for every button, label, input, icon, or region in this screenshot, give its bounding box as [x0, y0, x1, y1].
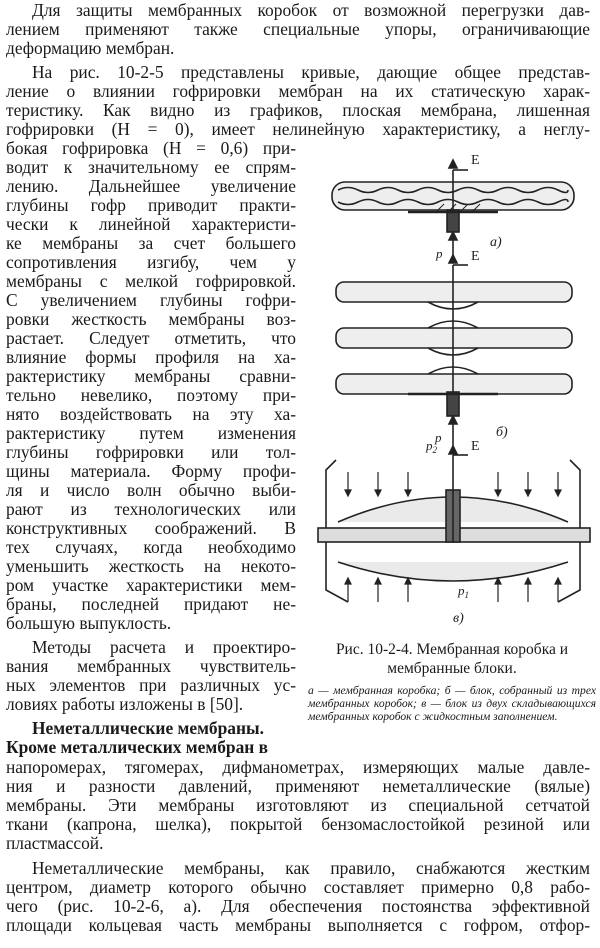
- text-line: вания мембранных чувствитель-: [6, 656, 296, 676]
- text-line: бокая гофрировка (H = 0,6) при-: [6, 138, 296, 158]
- text-line: чески к линейной характеристи-: [6, 214, 296, 234]
- text-line: теристику. Как видно из графиков, плоская мембрана, лишенная: [6, 100, 590, 120]
- text-line: ровки жесткость мембраны воз-: [6, 309, 296, 329]
- text-line: деформацию мембран.: [6, 38, 175, 58]
- text-line: Методы расчета и проектиро-: [32, 637, 296, 657]
- figure-b-membrane-block: [336, 255, 572, 446]
- text-line: ля и число волн обычно выби-: [6, 480, 296, 500]
- figure-caption-legend: а — мембранная коробка; б — блок, собранный из трех мембранных коробок; в — блок из двух складывающихся мембранных коробок с жидкостным заполнением.: [308, 684, 596, 723]
- text-line: конструктивных соображений. В: [6, 518, 296, 538]
- figure-v-liquid-filled-block: [318, 446, 590, 602]
- label-a: а): [490, 235, 502, 250]
- text-line: ткани (капрона, шелка), покрытой бензомаслостойкой резиной или: [6, 814, 590, 834]
- membrane-figure: [308, 150, 600, 630]
- text-line: лению. Дальнейшее увеличение: [6, 176, 296, 196]
- text-line: уменьшить жесткость на некото-: [6, 556, 296, 576]
- text-line: Кроме металлических мембран в: [6, 737, 269, 757]
- text-line: Неметаллические мембраны.: [32, 718, 264, 738]
- figure-a-membrane-box: [332, 160, 574, 260]
- text-line: напоромерах, тягомерах, дифманометрах, измеряющих малые давле-: [6, 757, 590, 777]
- text-line: нято воздействовать на эту ха-: [6, 404, 296, 424]
- text-line: глубины гофрировки или тол-: [6, 442, 296, 462]
- label-p1-v: $p_1$: [458, 583, 469, 600]
- text-line: водит к значительному ее спрям-: [6, 157, 296, 177]
- text-line: центром, диаметр которого обычно составляет примерно 0,8 рабо-: [6, 877, 590, 897]
- label-b: б): [496, 425, 508, 440]
- text-line: щины материала. Форму профи-: [6, 461, 296, 481]
- label-p-b: p: [435, 430, 442, 445]
- text-line: сопротивления изгибу, чем у: [6, 252, 296, 272]
- text-line: тех случаях, когда необходимо: [6, 537, 296, 557]
- text-line: рают из технологических или: [6, 499, 296, 519]
- text-line: мембраны. Эти мембраны изготовляют из специальной сетчатой: [6, 795, 590, 815]
- label-p2-v: $p_2$: [426, 438, 437, 455]
- text-line: мембраны с мелкой гофрировкой.: [6, 271, 296, 291]
- text-line: рактеристику путем изменения: [6, 423, 296, 443]
- text-line: ных элементов при различных ус-: [6, 675, 296, 695]
- figure-caption-title: Рис. 10-2-4. Мембранная коробка и мембранные блоки.: [335, 641, 569, 677]
- label-e-v: E: [471, 439, 480, 454]
- label-e-b: E: [471, 249, 480, 264]
- text-line: Неметаллические мембраны, как правило, снабжаются жестким: [32, 858, 590, 878]
- text-line: пластмассой.: [6, 833, 104, 853]
- text-line: браны, последней придают не-: [6, 594, 296, 614]
- text-line: ление о влиянии гофрировки мембран на их статическую харак-: [6, 81, 590, 101]
- text-line: рактеристику мембраны сравни-: [6, 366, 296, 386]
- label-p-a: p: [436, 246, 443, 261]
- text-line: ке мембраны за счет большего: [6, 233, 296, 253]
- text-line: глубины гофр приводит практи-: [6, 195, 296, 215]
- text-line: ловиях работы изложены в [50].: [6, 694, 244, 714]
- text-line: Для защиты мембранных коробок от возможной перегрузки дав-: [32, 0, 590, 20]
- text-line: большую выпуклость.: [6, 613, 172, 633]
- text-line: гофрировки (H = 0), имеет нелинейную характеристику, а неглу-: [6, 119, 590, 139]
- text-line: ния и разности давлений, применяют неметаллические (вялые): [6, 776, 590, 796]
- label-e-a: E: [471, 153, 480, 168]
- text-line: С увеличением глубины гофри-: [6, 290, 296, 310]
- text-line: ром участке характеристики мем-: [6, 575, 296, 595]
- text-line: лением применяют также специальные упоры, ограничивающие: [6, 19, 590, 39]
- label-v: в): [453, 611, 464, 626]
- text-line: растает. Следует отметить, что: [6, 328, 296, 348]
- text-line: тельно невелико, поэтому при-: [6, 385, 296, 405]
- text-line: чего (рис. 10-2-6, а). Для обеспечения постоянства эффективной: [6, 896, 590, 916]
- text-line: площади кольцевая часть мембраны выполняется с гофром, отфор-: [6, 915, 590, 935]
- text-line: На рис. 10-2-5 представлены кривые, дающие общее представ-: [32, 62, 590, 82]
- text-line: влияние формы профиля на ха-: [6, 347, 296, 367]
